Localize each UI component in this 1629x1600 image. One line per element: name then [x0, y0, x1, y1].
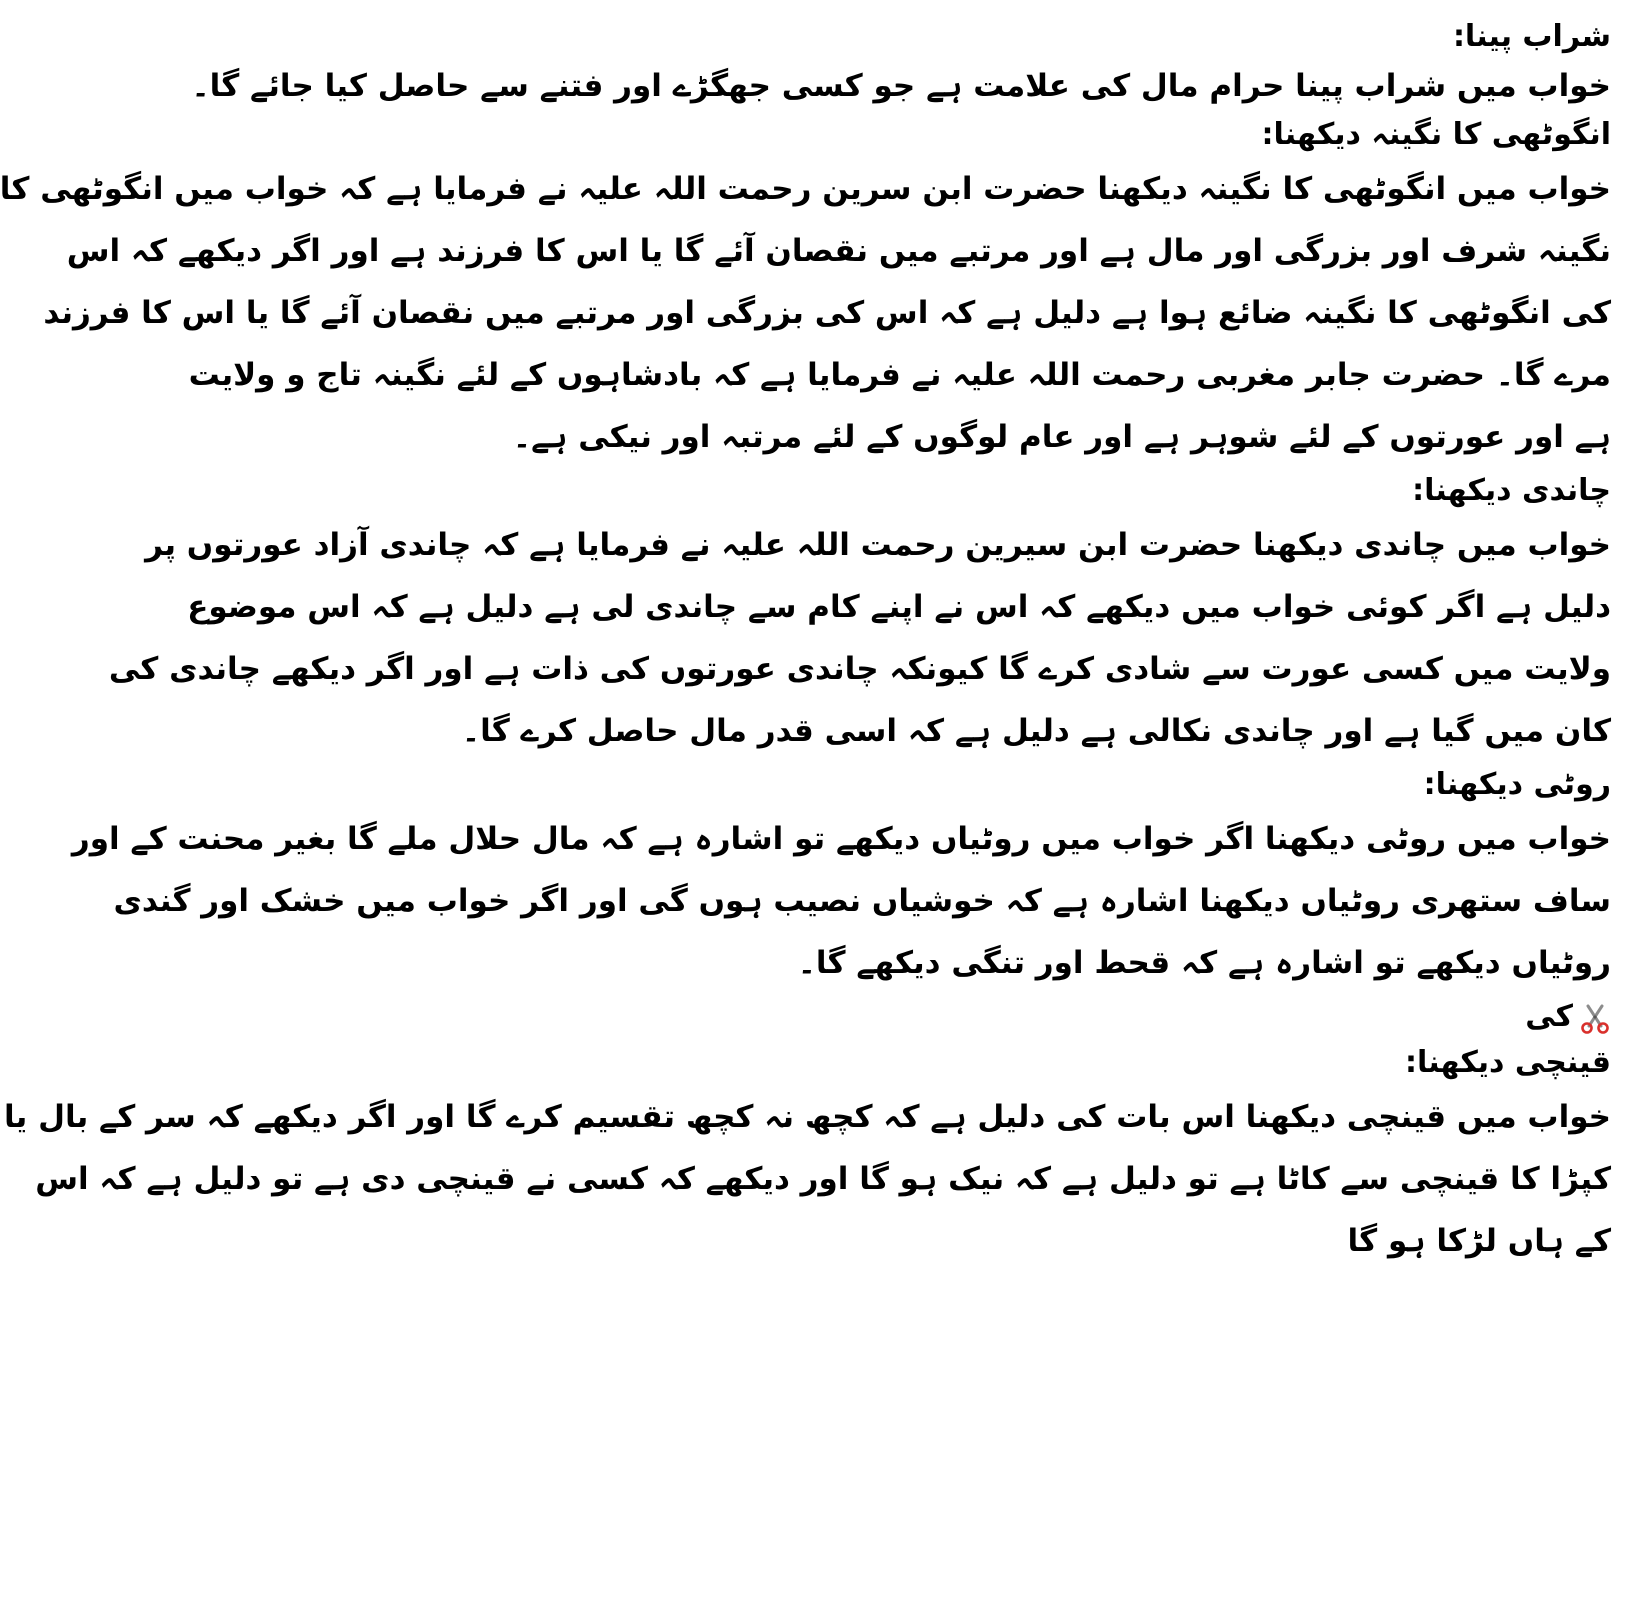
- section-scissors: [4, 994, 1611, 1272]
- paragraph-line: کی انگوٹھی کا نگینہ ضائع ہوا ہے دلیل ہے کہ اس کی بزرگی اور مرتبے میں نقصان آئے گا یا اس کا فرزند: [43, 295, 1611, 331]
- paragraph-line: ولایت میں کسی عورت سے شادی کرے گا کیونکہ چاندی عورتوں کی ذات ہے اور اگر دیکھے چاندی کی: [108, 651, 1611, 687]
- paragraph-line: روٹیاں دیکھے تو اشارہ ہے کہ قحط اور تنگی دیکھے گا۔: [797, 945, 1611, 981]
- paragraph-line: خواب میں روٹی دیکھنا اگر خواب میں روٹیاں دیکھے تو اشارہ ہے کہ مال حلال ملے گا بغیر محنت کے اور: [71, 821, 1611, 857]
- heading-ring-stone: انگوٹھی کا نگینہ دیکھنا:: [1261, 117, 1611, 152]
- section-silver: [108, 468, 1611, 762]
- heading-scissors-prefix: کی: [1525, 999, 1573, 1034]
- paragraph-silver: [108, 514, 1611, 762]
- paragraph-scissors: [4, 1086, 1611, 1272]
- paragraph-line: مرے گا۔ حضرت جابر مغربی رحمت اللہ علیہ نے فرمایا ہے کہ بادشاہوں کے لئے نگینہ تاج و ولایت: [188, 357, 1611, 393]
- paragraph-line: کے ہاں لڑکا ہو گا: [1347, 1223, 1611, 1259]
- heading-scissors: قینچی دیکھنا:: [1405, 1045, 1611, 1080]
- heading-wine: شراب پینا:: [1452, 19, 1611, 54]
- scissors-icon: [1579, 1002, 1611, 1034]
- paragraph-line: ہے اور عورتوں کے لئے شوہر ہے اور عام لوگوں کے لئے مرتبہ اور نیکی ہے۔: [512, 419, 1611, 455]
- paragraph-line: کان میں گیا ہے اور چاندی نکالی ہے دلیل ہے کہ اسی قدر مال حاصل کرے گا۔: [461, 713, 1611, 749]
- heading-silver: چاندی دیکھنا:: [1412, 473, 1611, 508]
- section-bread: [71, 762, 1611, 994]
- paragraph-line: خواب میں انگوٹھی کا نگینہ دیکھنا حضرت ابن سرین رحمت اللہ علیہ نے فرمایا ہے کہ خواب میں انگوٹھی کا: [0, 171, 1611, 207]
- section-wine: [191, 14, 1611, 112]
- paragraph-line: خواب میں قینچی دیکھنا اس بات کی دلیل ہے کہ کچھ نہ کچھ تقسیم کرے گا اور اگر دیکھے کہ سر کے بال یا: [4, 1099, 1611, 1135]
- section-ring-stone: [0, 112, 1611, 468]
- paragraph-wine: [191, 60, 1611, 112]
- paragraph-line: ساف ستھری روٹیاں دیکھنا اشارہ ہے کہ خوشیاں نصیب ہوں گی اور اگر خواب میں خشک اور گندی: [113, 883, 1611, 919]
- heading-scissors-prefix-row: [397, 994, 1611, 1040]
- paragraph-line: دلیل ہے اگر کوئی خواب میں دیکھے کہ اس نے اپنے کام سے چاندی لی ہے دلیل ہے کہ اس موضوع: [187, 589, 1611, 625]
- paragraph-ring-stone: [0, 158, 1611, 468]
- paragraph-line: کپڑا کا قینچی سے کاٹا ہے تو دلیل ہے کہ نیک ہو گا اور دیکھے کہ کسی نے قینچی دی ہے تو دلیل ہے کہ اس: [35, 1161, 1611, 1197]
- paragraph-line: خواب میں شراب پینا حرام مال کی علامت ہے جو کسی جھگڑے اور فتنے سے حاصل کیا جائے گا۔: [191, 68, 1611, 104]
- heading-bread: روٹی دیکھنا:: [1423, 767, 1611, 802]
- paragraph-bread: [71, 808, 1611, 994]
- paragraph-line: نگینہ شرف اور بزرگی اور مال ہے اور مرتبے میں نقصان آئے گا یا اس کا فرزند ہے اور اگر دیکھے کہ اس: [66, 233, 1611, 269]
- paragraph-line: خواب میں چاندی دیکھنا حضرت ابن سیرین رحمت اللہ علیہ نے فرمایا ہے کہ چاندی آزاد عورتوں پر: [145, 527, 1611, 563]
